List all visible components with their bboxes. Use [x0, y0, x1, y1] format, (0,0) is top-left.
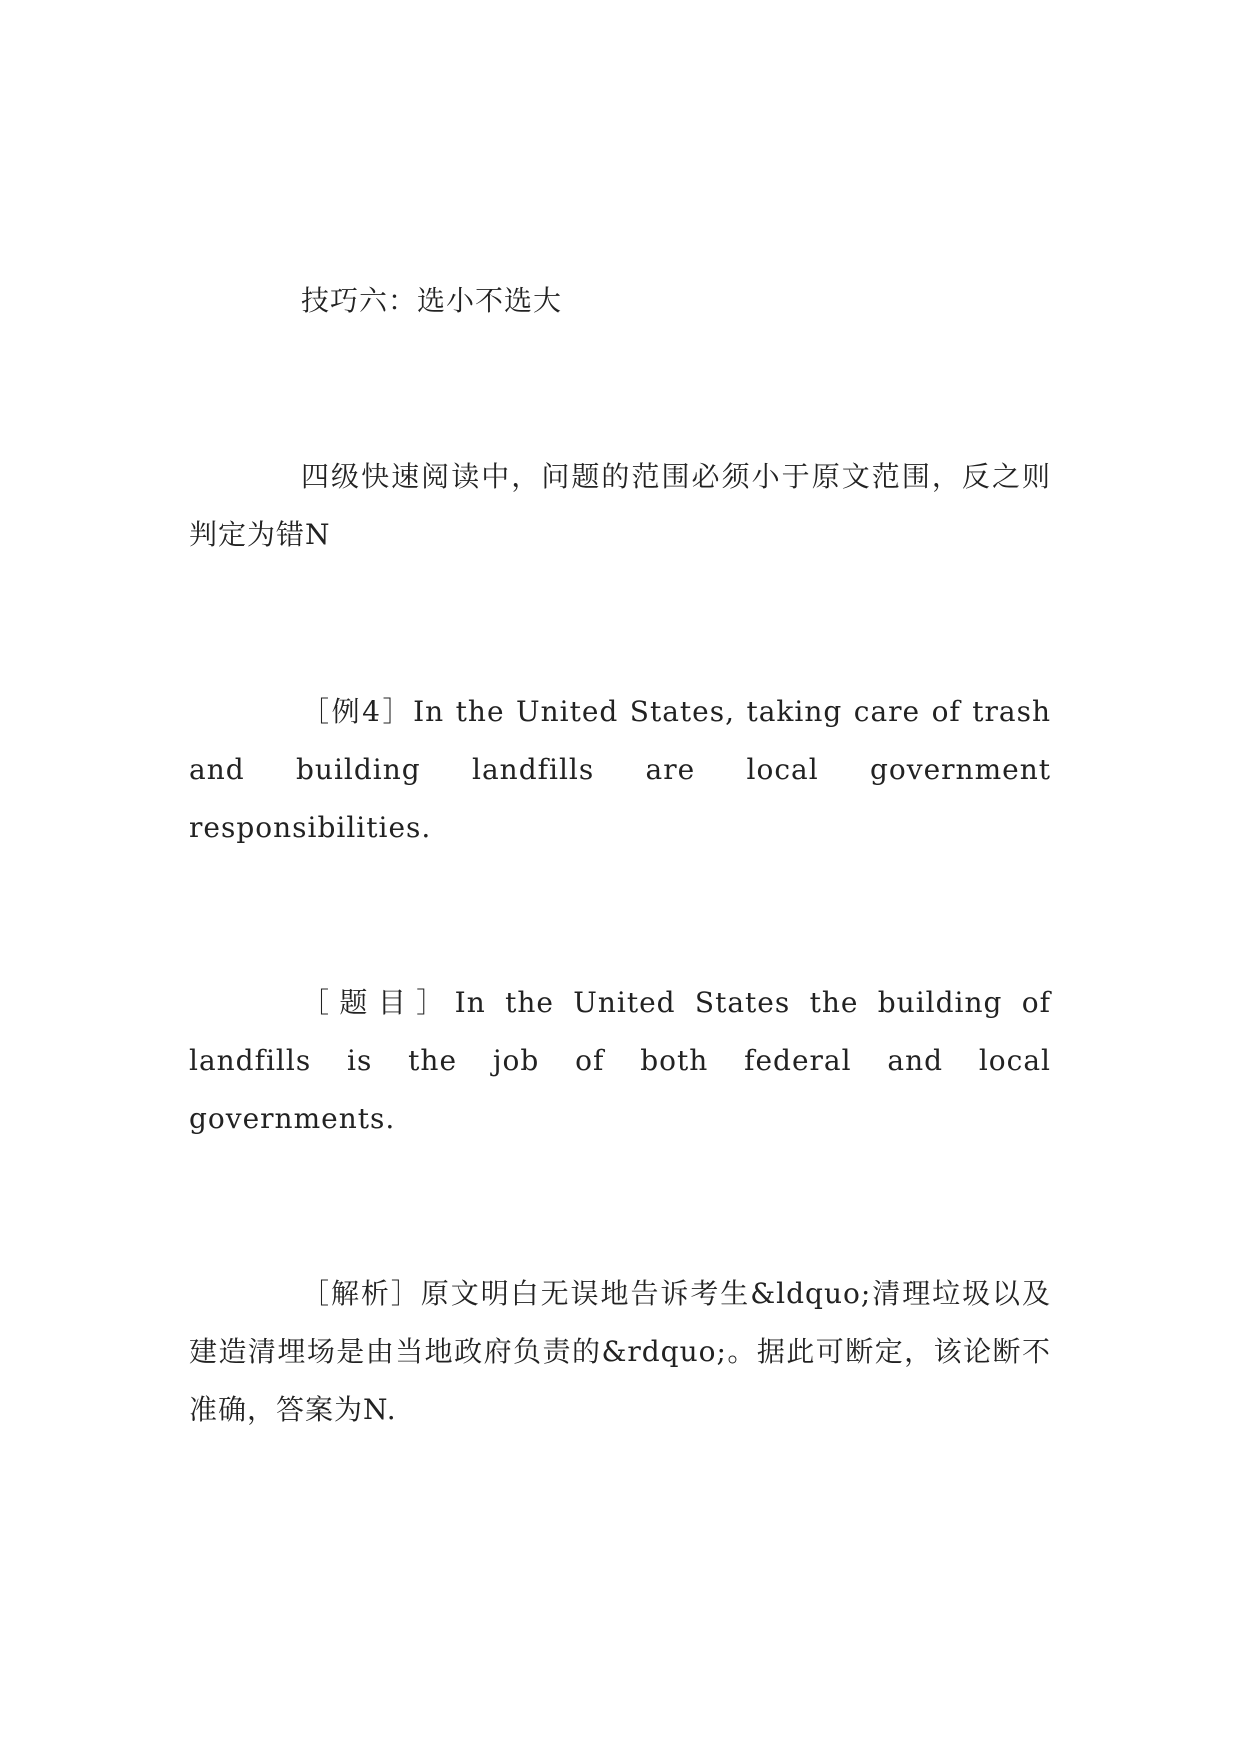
example-sentence: ［例4］In the United States, taking care of trash and building landfills are local government responsibilities. — [189, 695, 1051, 844]
question-statement: ［题目］In the United States the building of landfills is the job of both federal and local governments. — [189, 986, 1051, 1135]
tip-heading: 技巧六：选小不选大 — [301, 284, 563, 317]
analysis-paragraph: ［解析］原文明白无误地告诉考生&ldquo;清理垃圾以及建造清埋场是由当地政府负责的&rdquo;。据此可断定，该论断不准确，答案为N. — [189, 1277, 1051, 1426]
tip-description: 四级快速阅读中，问题的范围必须小于原文范围，反之则判定为错N — [189, 460, 1051, 551]
